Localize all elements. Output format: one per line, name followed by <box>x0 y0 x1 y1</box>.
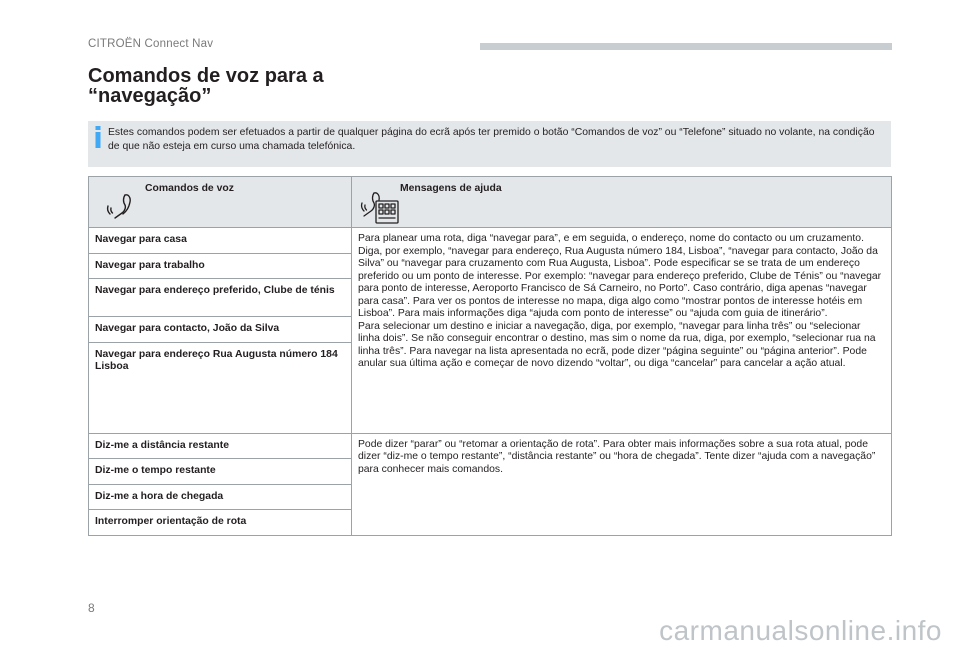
col-header-help <box>352 177 892 228</box>
help-paragraph: Para selecionar um destino e iniciar a navegação, diga, por exemplo, “navegar para linha três” ou “selecionar linha dois”. Se não conseguir encontrar o destino, mas sim o nome da rua, diga, por exemplo, “selecionar rua na linha três”. Para navegar na lista apresentada no ecrã, pode dizer “página seguinte” ou “página anterior”. Pode anular sua última ação e começar de novo dizendo “voltar”, ou diga “cancelar” para cancelar a ação atual. <box>358 320 876 369</box>
command-cell: Diz-me o tempo restante <box>89 459 352 485</box>
page-title <box>88 66 324 106</box>
command-cell: Interromper orientação de rota <box>89 510 352 536</box>
page-title-line-2: “navegação” <box>88 85 212 107</box>
info-icon <box>94 126 102 153</box>
help-cell <box>352 433 892 535</box>
help-paragraph: Para planear uma rota, diga “navegar para”, e em seguida, o endereço, nome do contacto ou um cruzamento. Diga, por exemplo, “navegar para endereço, Rua Augusta número 184, Lisboa”, “navegar para contacto, João da Silva” ou “navegar para cruzamento com Rua Augusta, Lisboa”. Pode especificar se se trata de um endereço preferido ou um ponto de interesse. Por exemplo: “navegar para endereço preferido, Clube de Ténis” ou “navegar para ponto de interesse, Aeroporto Francisco de Sá Carneiro, no Porto”. Caso contrário, diga apenas “navegar para casa”. Para ver os pontos de interesse no mapa, diga algo como “mostrar pontos de interesse hotéis em Lisboa”. Para mais informações diga “ajuda com ponto de interesse” ou “ajuda com guia de itinerário”. <box>358 233 882 319</box>
command-cell: Diz-me a hora de chegada <box>89 484 352 510</box>
help-cell <box>352 228 892 434</box>
info-text: Estes comandos podem ser efetuados a partir de qualquer página do ecrã após ter premido o botão “Comandos de voz” ou “Telefone” situado no volante, na condição de que não esteja em curso uma chamada telefónica. <box>108 127 875 152</box>
command-cell: Navegar para contacto, João da Silva <box>89 317 352 343</box>
table-header-row <box>89 177 892 228</box>
col-header-help-label: Mensagens de ajuda <box>400 183 502 194</box>
help-paragraph: Pode dizer “parar” ou “retomar a orientação de rota”. Para obter mais informações sobre a sua rota atual, pode dizer “diz-me o tempo restante”, “distância restante” ou “hora de chegada”. Tente dizer “ajuda com a navegação” para conhecer mais comandos. <box>358 438 876 475</box>
col-header-commands-label: Comandos de voz <box>145 183 234 194</box>
command-cell: Navegar para casa <box>89 228 352 254</box>
command-cell: Navegar para trabalho <box>89 253 352 279</box>
voice-commands-table <box>88 176 892 536</box>
table-row <box>89 228 892 254</box>
brand-label: CITROËN Connect Nav <box>88 38 214 50</box>
watermark: carmanualsonline.info <box>659 615 942 646</box>
header-divider-bar <box>480 43 892 50</box>
page-title-line-1: Comandos de voz para a <box>88 65 324 87</box>
voice-help-icon <box>360 189 400 230</box>
command-cell: Diz-me a distância restante <box>89 433 352 459</box>
voice-command-icon <box>103 189 137 228</box>
info-box <box>88 121 891 167</box>
command-cell: Navegar para endereço Rua Augusta número 184 Lisboa <box>89 342 352 433</box>
command-cell: Navegar para endereço preferido, Clube de ténis <box>89 279 352 317</box>
table-row <box>89 433 892 459</box>
page-number: 8 <box>88 601 95 615</box>
col-header-commands <box>89 177 352 228</box>
